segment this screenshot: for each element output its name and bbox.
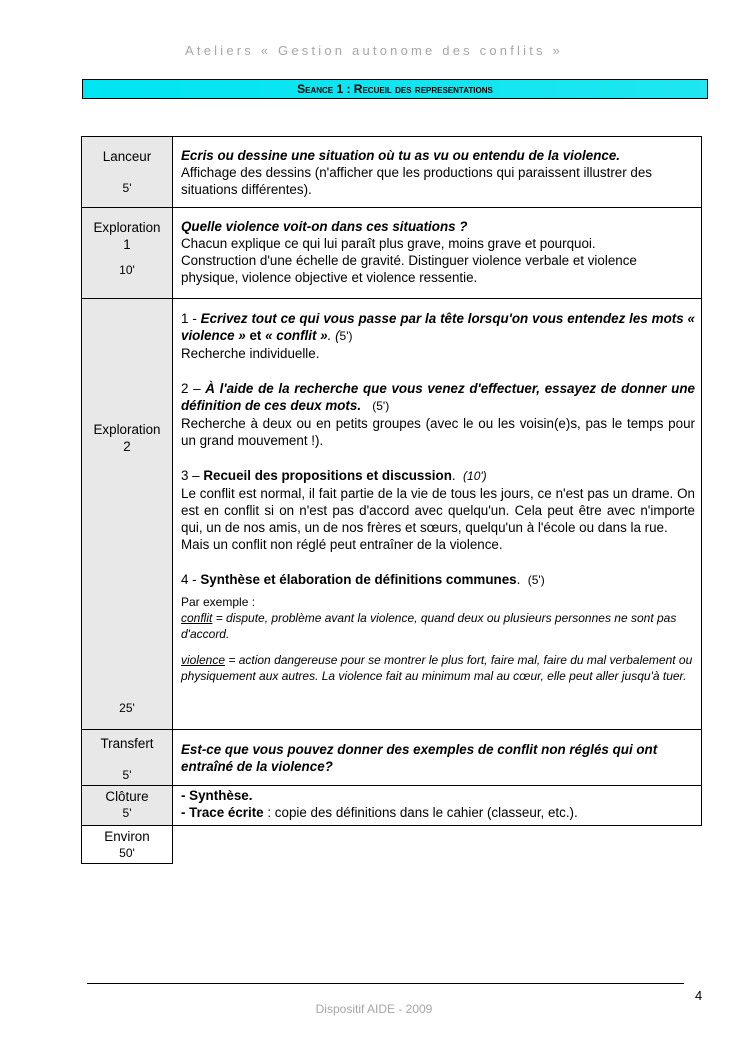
label-cell [82, 730, 173, 786]
defined-term: violence [181, 653, 226, 667]
step-title: Recueil des propositions et discussion [203, 468, 452, 483]
phase-label: Transfert [100, 736, 154, 751]
step-4: 4 - Synthèse et élaboration de définitions communes. (5') [181, 572, 545, 587]
instruction-text: Chacun explique ce qui lui paraît plus grave, moins grave et pourquoi. [181, 236, 596, 251]
instruction-text: Construction d'une échelle de gravité. Distinguer violence verbale et violence physique, violence objective et violence ressentie. [181, 253, 637, 285]
step-question: Ecrivez tout ce qui vous passe par la tête lorsqu'on vous entendez les mots « violence » [181, 311, 695, 343]
total-label: Environ [104, 829, 150, 844]
prompt-question: Quelle violence voit-on dans ces situations ? [181, 219, 468, 234]
total-duration: 50' [119, 846, 135, 860]
page-number: 4 [695, 988, 703, 1003]
step-1 [181, 310, 695, 345]
step-duration: (10') [463, 469, 487, 483]
phase-number: 2 [123, 439, 131, 454]
phase-label: Lanceur [102, 149, 152, 164]
content-cell [173, 786, 702, 826]
step-duration: 5') [339, 329, 353, 343]
phase-duration: 5' [122, 181, 132, 195]
phase-duration: 5' [122, 806, 132, 820]
label-cell [82, 786, 173, 826]
step-2 [181, 380, 695, 415]
row-cloture [82, 786, 702, 826]
closing-synthese: - Synthèse. [181, 788, 253, 803]
phase-duration: 10' [119, 263, 135, 277]
row-exploration-2 [82, 299, 702, 730]
session-title: Seance 1 : Recueil des representations [297, 82, 493, 96]
step-duration: (5') [527, 573, 545, 587]
step-conjunction: et [249, 328, 262, 343]
step-question: À l'aide de la recherche que vous venez d'effectuer, essayez de donner une définition de ces deux mots. [181, 381, 695, 413]
empty-cell [173, 826, 702, 864]
step-number: 4 - [181, 572, 201, 587]
definition-text: = dispute, problème avant la violence, quand deux ou plusieurs personnes ne sont pas d'accord. [181, 611, 677, 641]
defined-term: conflit [181, 611, 213, 625]
prompt-question: Est-ce que vous pouvez donner des exemples de conflit non réglés qui ont entraîné de la violence? [181, 742, 658, 774]
step-detail: Mais un conflit non réglé peut entraîner de la violence. [181, 537, 503, 552]
closing-trace-text: : copie des définitions dans le cahier (classeur, etc.). [263, 805, 578, 820]
label-cell [82, 826, 173, 864]
step-number: 1 - [181, 311, 201, 326]
instruction-text: Affichage des dessins (n'afficher que les productions qui paraissent illustrer des situations différentes). [181, 165, 652, 197]
phase-label: Exploration [93, 220, 161, 235]
content-cell [173, 208, 702, 299]
session-banner [82, 79, 708, 99]
row-environ [82, 826, 702, 864]
step-number: 2 – [181, 381, 206, 396]
phase-label: Exploration [93, 422, 161, 437]
definition-violence [181, 652, 695, 684]
step-question: « conflit » [261, 328, 328, 343]
phase-number: 1 [123, 237, 131, 252]
step-detail: Recherche individuelle. [181, 346, 320, 361]
step-punctuation: . ( [327, 328, 340, 343]
label-cell [82, 299, 173, 730]
label-cell [82, 208, 173, 299]
step-detail: Recherche à deux ou en petits groupes (avec le ou les voisin(e)s, pas le temps pour un grand mouvement !). [181, 416, 695, 448]
definition-conflit [181, 610, 695, 642]
footer-text: Dispositif AIDE - 2009 [315, 1002, 433, 1016]
closing-trace [181, 804, 695, 821]
phase-duration: 5' [122, 768, 132, 782]
content-cell [173, 137, 702, 208]
content-cell [173, 299, 702, 730]
example-intro: Par exemple : [181, 595, 256, 609]
prompt-question: Ecris ou dessine une situation où tu as vu ou entendu de la violence. [181, 148, 621, 163]
row-exploration-1 [82, 208, 702, 299]
step-title: Synthèse et élaboration de définitions communes [200, 572, 517, 587]
row-lanceur [82, 137, 702, 208]
phase-duration: 25' [119, 701, 135, 715]
step-3: 3 – Recueil des propositions et discussion. (10') [181, 468, 487, 483]
phase-label: Clôture [105, 789, 149, 804]
content-cell [173, 730, 702, 786]
step-number: 3 – [181, 468, 204, 483]
closing-trace-label: - Trace écrite [181, 805, 264, 820]
step-duration: (5') [372, 399, 390, 413]
row-transfert [82, 730, 702, 786]
running-header: Ateliers « Gestion autonome des conflits » [185, 43, 563, 58]
step-detail: Le conflit est normal, il fait partie de la vie de tous les jours, ce n'est pas un drame. On est en conflit si on n'est pas d'accord avec quelqu'un. Cela peut être avec n'importe qui, un de nos amis, un de nos frères et sœurs, quelqu'un à l'école ou dans la rue. [181, 486, 695, 535]
definition-text: = action dangereuse pour se montrer le plus fort, faire mal, faire du mal verbalement ou physiquement aux autres. La violence fait au minimum mal au cœur, elle peut aller jusqu'à tuer. [181, 653, 693, 683]
session-table [81, 136, 702, 864]
label-cell [82, 137, 173, 208]
footer-rule [87, 983, 684, 984]
